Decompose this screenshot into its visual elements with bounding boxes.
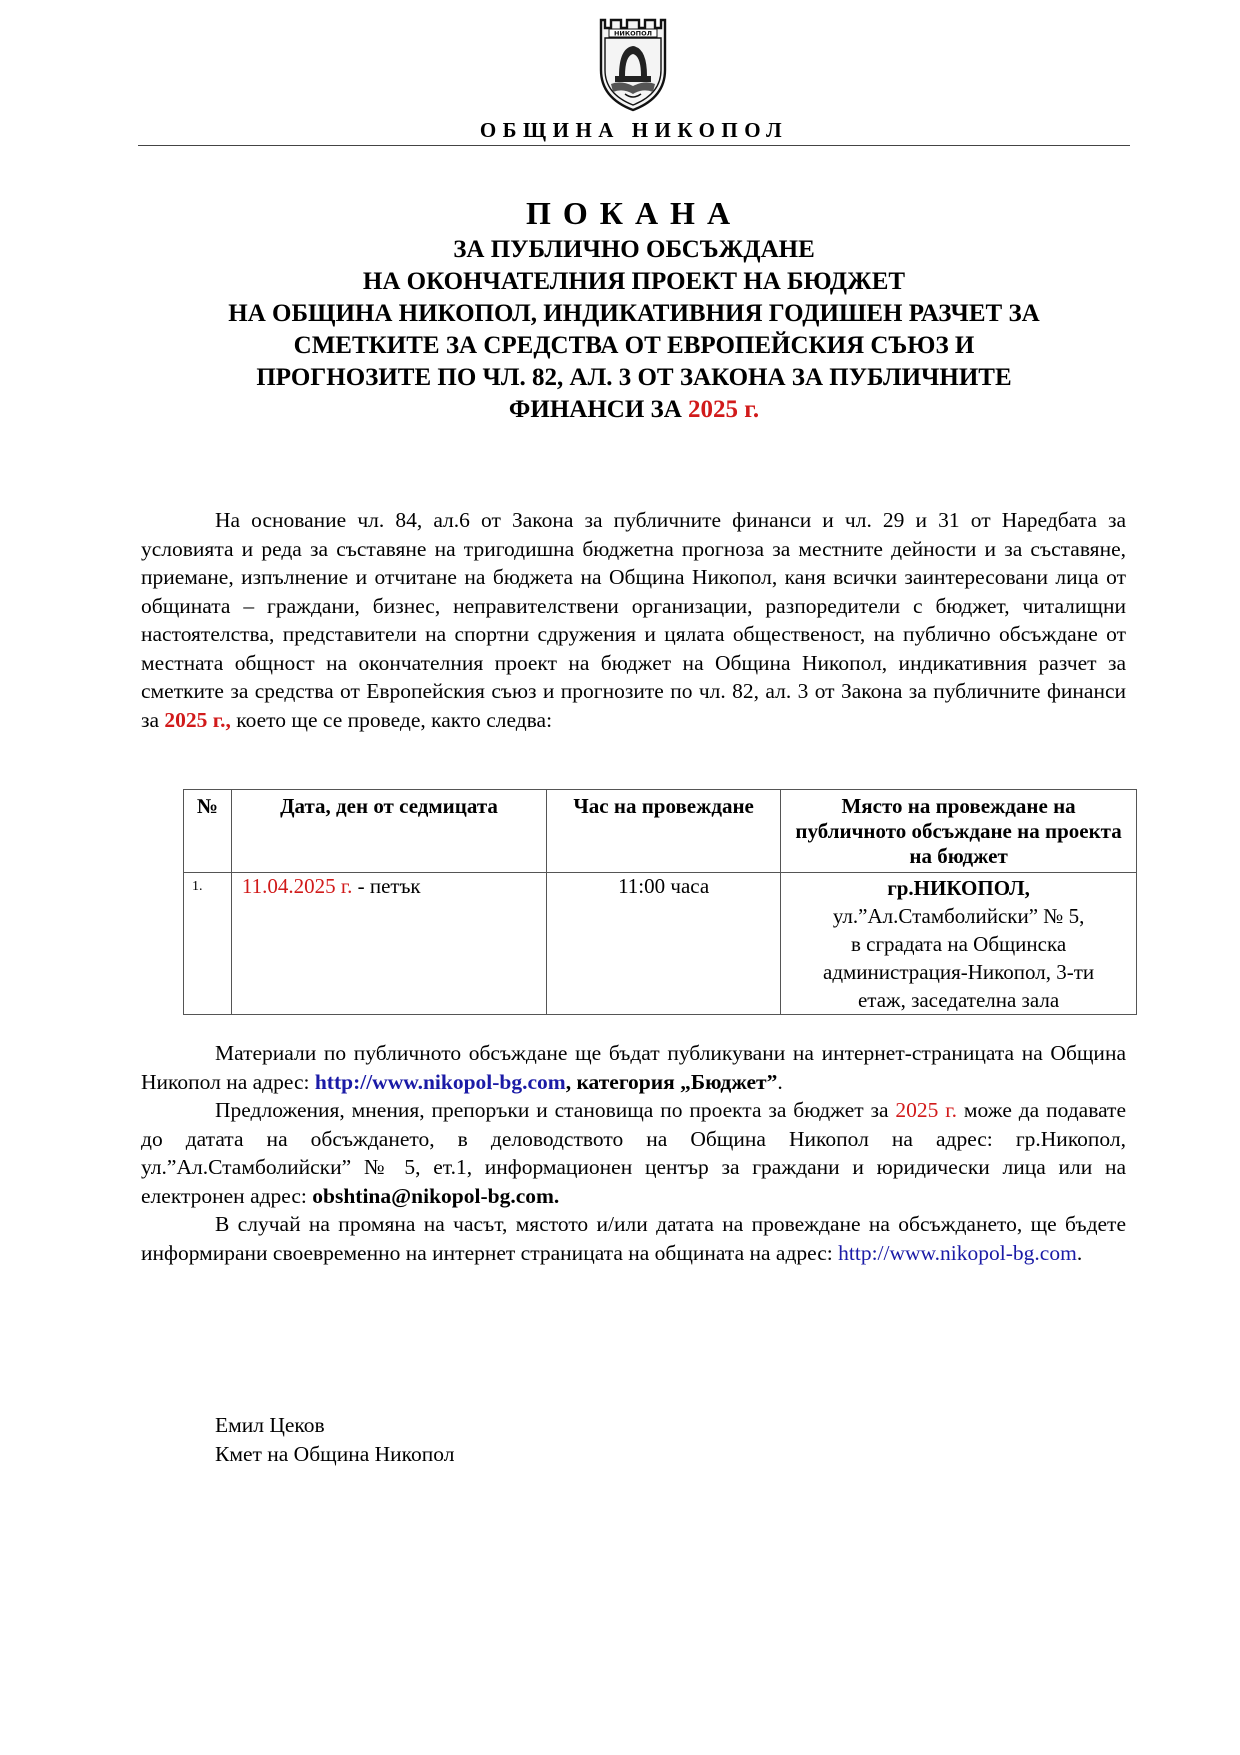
place-street: ул.”Ал.Стамболийски” № 5, [832,904,1085,928]
document-title: ПОКАНА [525,195,743,231]
subtitle-line: ЗА ПУБЛИЧНО ОБСЪЖДАНЕ [453,236,815,263]
change-end: . [1076,1240,1083,1265]
materials-category: , категория „Бюджет” [565,1069,778,1094]
row-date-cell [231,873,546,1015]
change-link[interactable]: http://www.nikopol-bg.com [838,1240,1077,1265]
place-building: в сградата на Общинска [850,932,1067,956]
materials-paragraph [141,1039,1126,1096]
intro-year: 2025 г., [164,707,231,732]
place-city: гр.НИКОПОЛ, [887,876,1030,900]
subtitle-year: 2025 г. [688,396,760,423]
table-row [184,873,1137,1015]
change-text: В случай на промяна на часът, мястото и/или датата на провеждане на обсъждането, ще бъдете информирани своевременно на интернет страницата на общината на адрес: [141,1212,1126,1265]
subtitle-prefix: ФИНАНСИ ЗА [508,396,689,423]
change-paragraph [141,1210,1126,1267]
schedule-table [183,789,1137,1015]
proposals-text: Предложения, мнения, препоръки и становища по проекта за бюджет за [215,1098,896,1122]
proposals-paragraph [141,1096,1126,1210]
row-place [781,873,1137,1015]
row-day: - петък [352,874,421,898]
signatory-name: Емил Цеков [215,1413,325,1437]
subtitle-line: ПРОГНОЗИТЕ ПО ЧЛ. 82, АЛ. 3 ОТ ЗАКОНА ЗА ПУБЛИЧНИТЕ [256,364,1012,391]
header-place: Място на провеждане на публичното обсъждане на проекта на бюджет [781,790,1137,873]
row-time: 11:00 часа [547,873,781,1015]
table-header-row [184,790,1137,873]
proposals-year: 2025 г. [895,1098,958,1122]
row-number: 1. [184,873,232,1015]
header-number: № [184,790,232,873]
organization-name: ОБЩИНА НИКОПОЛ [479,118,789,142]
svg-text:НИКОПОЛ: НИКОПОЛ [613,29,653,38]
subtitle-line: НА ОБЩИНА НИКОПОЛ, ИНДИКАТИВНИЯ ГОДИШЕН РАЗЧЕТ ЗА [228,300,1040,327]
intro-text: На основание чл. 84, ал.6 от Закона за публичните финанси и чл. 29 и 31 от Наредбата за условията и реда за съставяне на тригодишна бюджетна прогноза за местните дейности и за съставяне, приемане, изпълнение и отчитане на бюджета на Община Никопол, каня всички заинтересовани лица от общината – граждани, бизнес, неправителствени организации, разпоредители с бюджет, читалищни настоятелства, представители на спортни сдружения и цялата общественост, на публично обсъждане от местната общност на окончателния проект на бюджет на Община Никопол, индикативния разчет за сметките за средства от Европейския съюз и прогнозите по чл. 82, ал. 3 от Закона за публичните финанси за [141,508,1126,732]
signatory-position: Кмет на Община Никопол [215,1442,455,1466]
header-time: Час на провеждане [547,790,781,873]
place-floor: етаж, заседателна зала [857,988,1060,1012]
subtitle-line [140,394,1128,426]
proposals-email[interactable]: obshtina@nikopol-bg.com. [312,1183,560,1208]
header-date: Дата, ден от седмицата [231,790,546,873]
document-subtitle [140,234,1128,426]
subtitle-line: НА ОКОНЧАТЕЛНИЯ ПРОЕКТ НА БЮДЖЕТ [362,268,906,295]
signature-block [215,1411,454,1469]
municipality-crest-icon [591,14,675,114]
closing-paragraphs [141,1039,1126,1267]
subtitle-line: СМЕТКИТЕ ЗА СРЕДСТВА ОТ ЕВРОПЕЙСКИЯ СЪЮЗ И [293,332,975,359]
proposals-text-2: може да подавате до датата на обсъждането, в деловодството на Община Никопол на адрес: гр.Никопол, ул.”Ал.Стамболийски” № 5, ет.1, информационен център за граждани и юридически лица или на електронен адрес: [141,1098,1126,1208]
materials-end: . [777,1069,783,1094]
header-divider [138,145,1130,146]
materials-link[interactable]: http://www.nikopol-bg.com [314,1069,566,1094]
row-date: 11.04.2025 г. [241,874,353,898]
intro-paragraph [141,506,1126,734]
place-administration: администрация-Никопол, 3-ти [823,960,1095,984]
intro-tail: което ще се проведе, както следва: [230,707,553,732]
materials-text: Материали по публичното обсъждане ще бъдат публикувани на интернет-страницата на Община Никопол на адрес: [141,1041,1126,1094]
